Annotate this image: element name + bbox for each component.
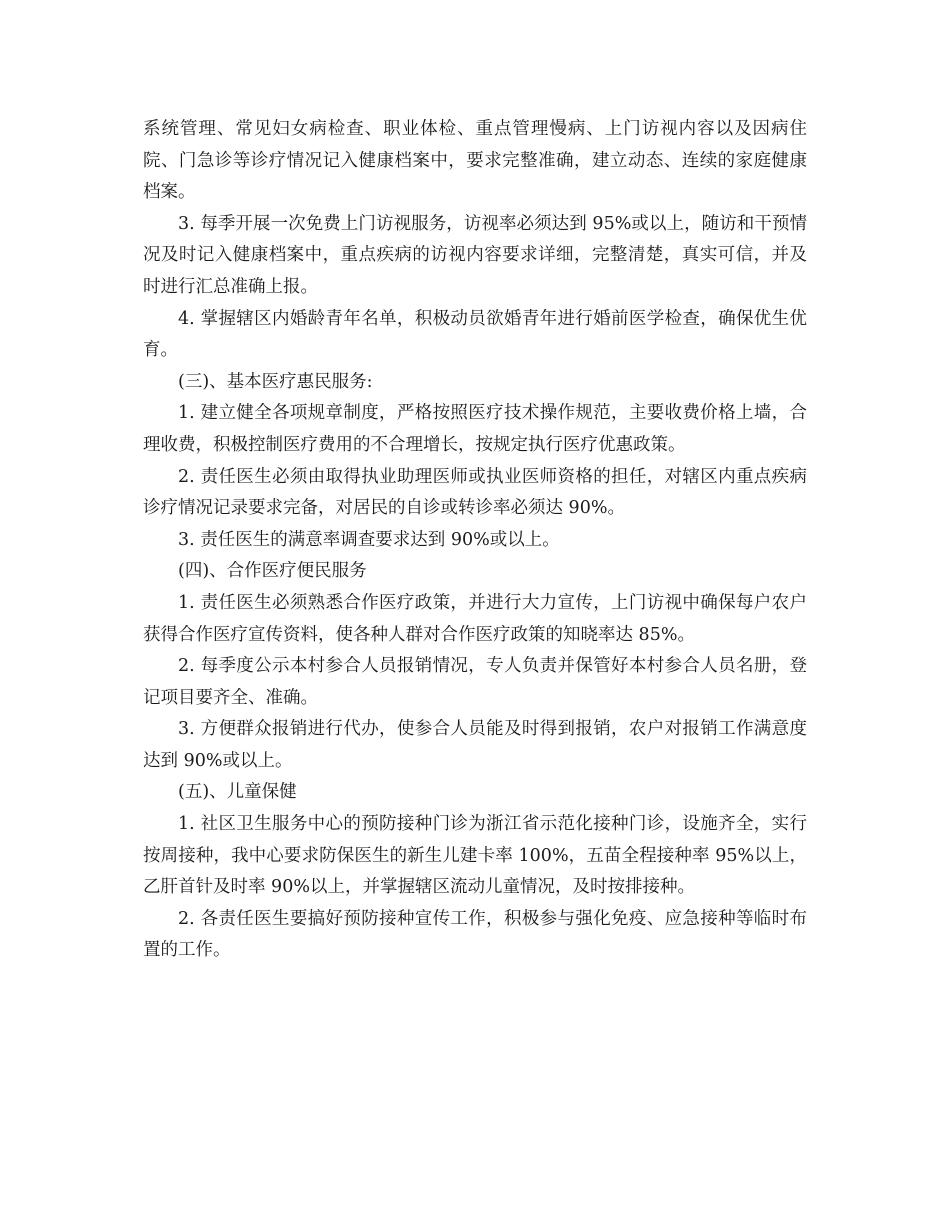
paragraph-item: 3. 每季开展一次免费上门访视服务，访视率必须达到 95%或以上，随访和干预情况及时记入健康档案中，重点疾病的访视内容要求详细，完整清楚，真实可信，并及时进行汇总准确上报。 [143, 213, 807, 297]
paragraph-item: 3. 责任医生的满意率调查要求达到 90%或以上。 [178, 529, 560, 550]
paragraph-item: 4. 掌握辖区内婚龄青年名单，积极动员欲婚青年进行婚前医学检查，确保优生优育。 [143, 308, 807, 361]
section-heading: (三)、基本医疗惠民服务: [178, 371, 373, 392]
paragraph-item: 3. 方便群众报销进行代办，使参合人员能及时得到报销，农户对报销工作满意度达到 90%或以上。 [143, 719, 807, 771]
paragraph-continuation: 系统管理、常见妇女病检查、职业体检、重点管理慢病、上门访视内容以及因病住院、门急诊等诊疗情况记入健康档案中，要求完整准确，建立动态、连续的家庭健康档案。 [143, 119, 807, 203]
paragraph-item: 1. 建立健全各项规章制度，严格按照医疗技术操作规范，主要收费价格上墙，合理收费，积极控制医疗费用的不合理增长，按规定执行医疗优惠政策。 [143, 403, 807, 455]
section-heading: (四)、合作医疗便民服务 [178, 561, 367, 582]
paragraph-item: 1. 责任医生必须熟悉合作医疗政策，并进行大力宣传，上门访视中确保每户农户获得合作医疗宣传资料，使各种人群对合作医疗政策的知晓率达 85%。 [143, 592, 807, 645]
paragraph-item: 1. 社区卫生服务中心的预防接种门诊为浙江省示范化接种门诊，设施齐全，实行按周接种，我中心要求防保医生的新生儿建卡率 100%，五苗全程接种率 95%以上，乙肝首针及时率 90%以上，并掌握辖区流动儿童情况，及时按排接种。 [143, 814, 807, 898]
document-body [143, 114, 807, 967]
paragraph-item: 2. 各责任医生要搞好预防接种宣传工作，积极参与强化免疫、应急接种等临时布置的工作。 [143, 908, 807, 961]
section-heading: (五)、儿童保健 [178, 782, 297, 803]
paragraph-item: 2. 责任医生必须由取得执业助理医师或执业医师资格的担任，对辖区内重点疾病诊疗情况记录要求完备，对居民的自诊或转诊率必须达 90%。 [143, 466, 807, 519]
paragraph-item: 2. 每季度公示本村参合人员报销情况，专人负责并保管好本村参合人员名册，登记项目要齐全、准确。 [143, 656, 807, 708]
